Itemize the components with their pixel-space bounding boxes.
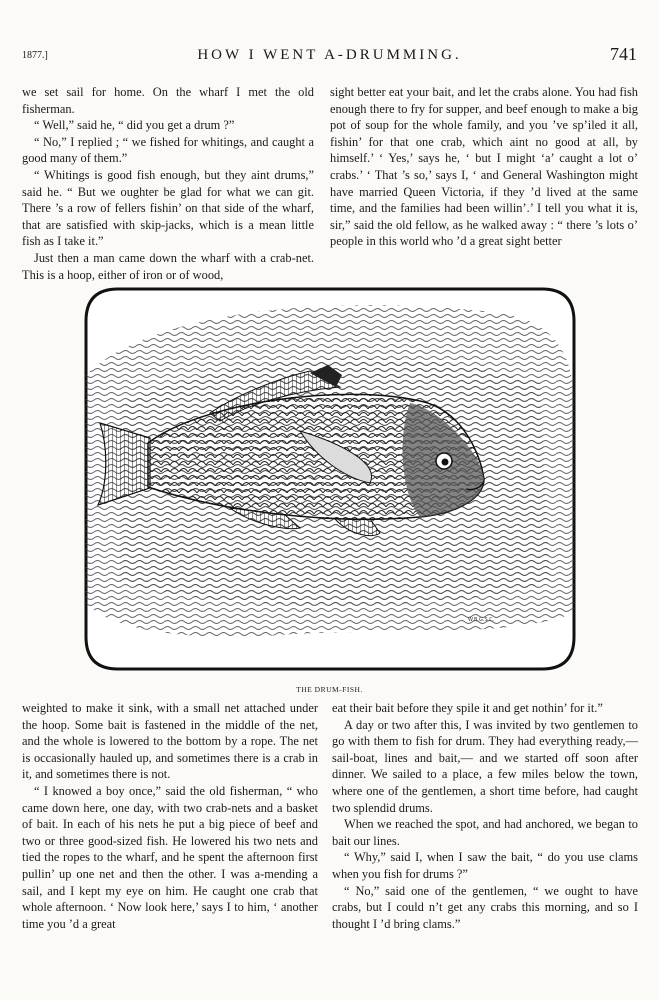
paragraph: “ No,” I replied ; “ we fished for whitings, and caught a good many of them.” bbox=[22, 134, 314, 166]
paragraph: eat their bait before they spile it and get nothin’ for it.” bbox=[332, 701, 603, 715]
figure-caption: THE DRUM-FISH. bbox=[296, 685, 363, 694]
header-year: 1877.] bbox=[22, 50, 48, 61]
paragraph: weighted to make it sink, with a small net attached under the hoop. Some bait is fastened in the middle of the net, and the whole is lowered to the bottom by a rope. The net is occasionally hauled up, and sometimes there is a crab in it, and sometimes there is not. bbox=[22, 701, 318, 782]
page-number: 741 bbox=[610, 44, 637, 64]
column-top-left bbox=[22, 84, 314, 283]
column-top-right bbox=[330, 84, 638, 250]
paragraph: sight better eat your bait, and let the crabs alone. You had fish enough there to fry for supper, and beef enough to make a big pot of soup for the whole family, and you ’ve sp’iled it all, fishin’ for that one crab, which aint no good at all, by himself.’ ‘ Yes,’ says he, ‘ but I might ‘a’ caught a lot o’ crabs.’ ‘ That ’s so,’ says I, ‘ and General Washington might have married Queen Victoria, if they ’d lived at the same time, and the families had been willin’.’ I tell you what it is, sir,” said the old fellow, as he walked away : “ there ’s lots o’ people in this world who ’d a great sight better bbox=[330, 85, 638, 249]
paragraph: “ Well,” said he, “ did you get a drum ?” bbox=[34, 118, 235, 133]
paragraph: “ Why,” said I, when I saw the bait, “ do you use clams when you fish for drums ?” bbox=[332, 850, 638, 881]
paragraph: “ I knowed a boy once,” said the old fisherman, “ who came down here, one day, with two crab-nets and a basket of bait. In each of his nets he put a big piece of beef and two or three good-sized fish. He lowered his two nets and tied the ropes to the wharf, and he spent the afternoon first pullin’ up one net and then the other. I was a-mending a sail, and I kept my eye on him. He caught one crab that whole afternoon. ‘ Now look here,’ says I to him, ‘ another time you ’d a great bbox=[22, 783, 318, 931]
paragraph: “ Whitings is good fish enough, but they aint drums,” said he. “ But we oughter be glad for what we can git. There ’s a row of fellers fishin’ on that side of the wharf, that are satisfied with skip-jacks, which is a mean little fish as I take it.” bbox=[22, 167, 314, 249]
column-bottom-left bbox=[22, 700, 318, 932]
running-header bbox=[22, 44, 637, 68]
drum-fish-illustration bbox=[80, 283, 580, 675]
paragraph: we set sail for home. On the wharf I met the old fisherman. bbox=[22, 85, 314, 116]
engraver-signature: W.B.G.S.C. bbox=[468, 617, 495, 623]
paragraph: Just then a man came down the wharf with a crab-net. This is a hoop, either of iron or of wood, bbox=[22, 250, 314, 282]
paragraph: “ No,” said one of the gentlemen, “ we ought to have crabs, but I could n’t get any crabs this morning, and so I thought I ’d bring clams.” bbox=[332, 883, 638, 931]
paragraph: When we reached the spot, and had anchored, we began to bait our lines. bbox=[332, 817, 638, 848]
paragraph: A day or two after this, I was invited by two gentlemen to go with them to fish for drum. They had everything ready,—sail-boat, lines and bait,— and we started off soon after dinner. We sailed to a place, a few miles below the town, where one of the gentlemen, a short time before, had caught two splendid drums. bbox=[332, 717, 638, 815]
column-bottom-right bbox=[332, 700, 638, 932]
header-title: HOW I WENT A-DRUMMING. bbox=[197, 47, 462, 63]
